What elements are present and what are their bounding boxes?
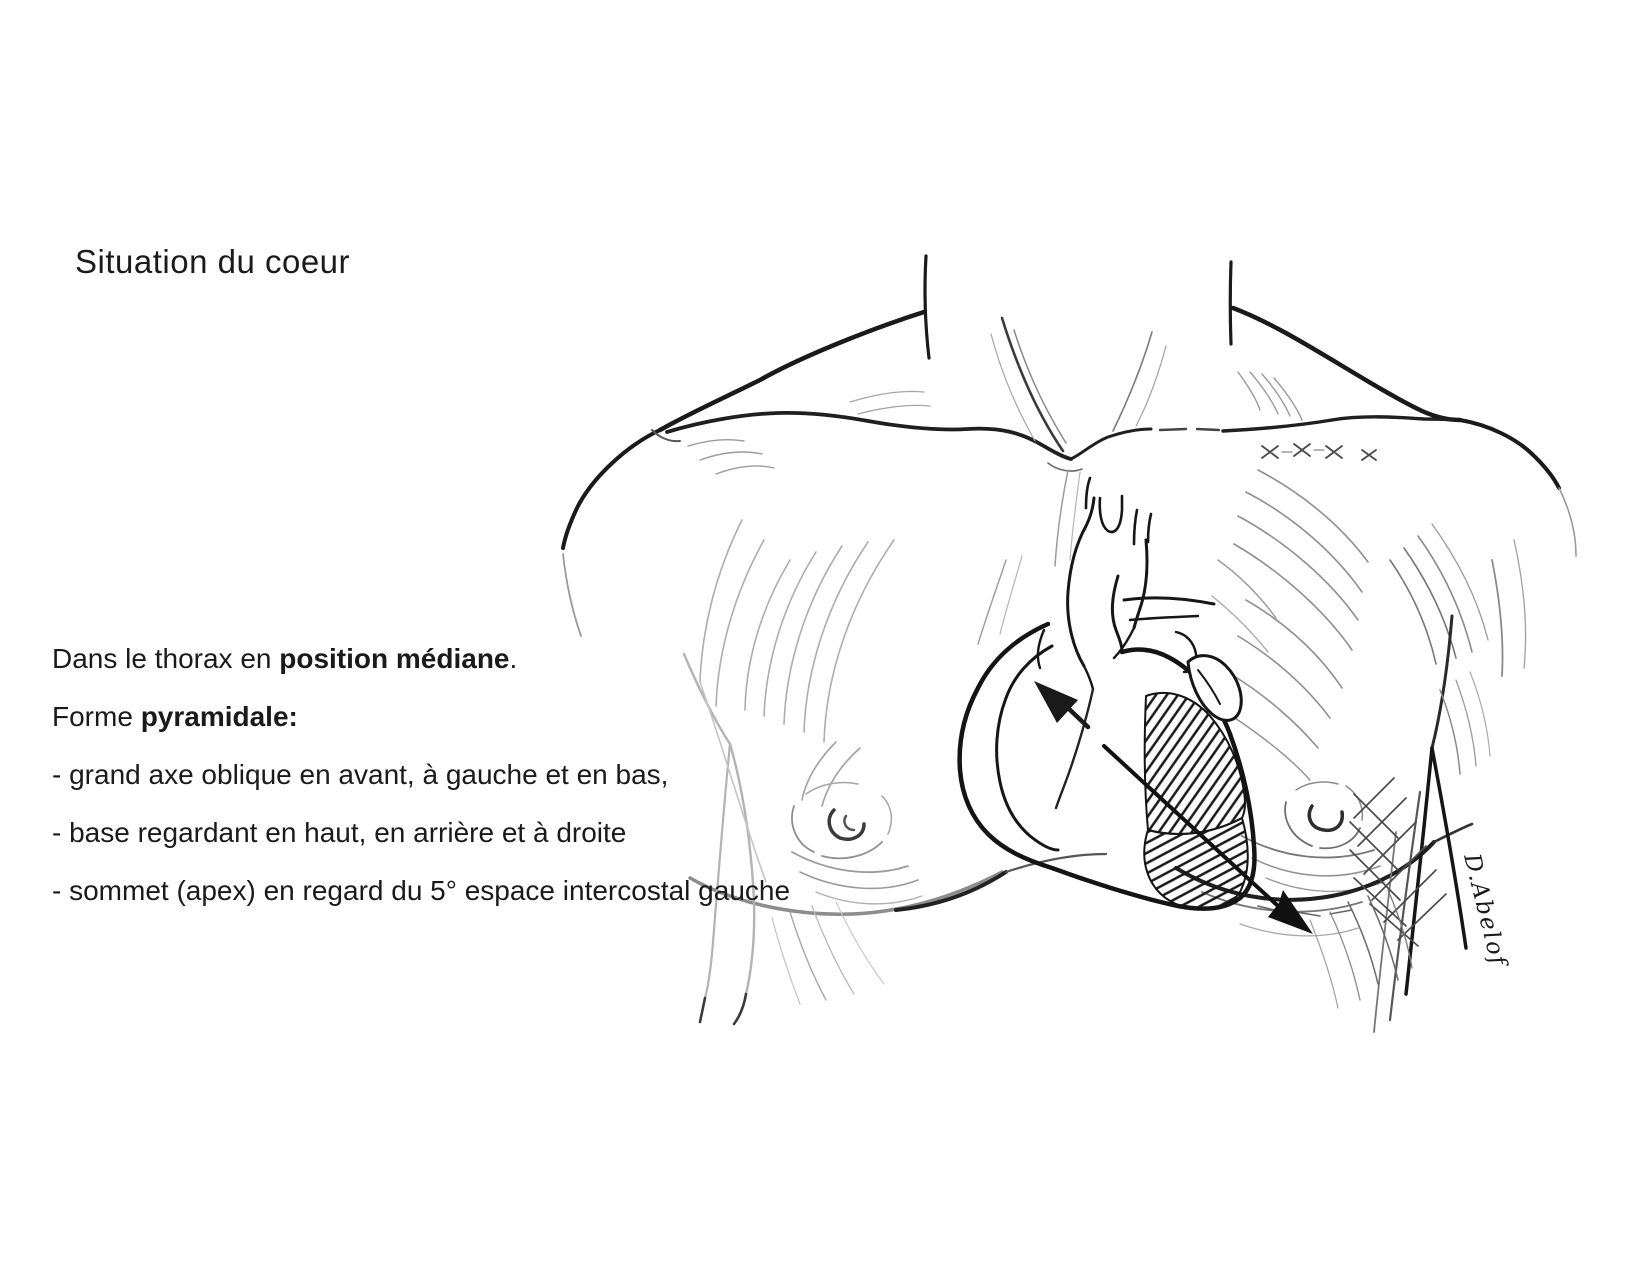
text-line-forme	[52, 703, 912, 731]
nipple-right	[1285, 782, 1362, 848]
great-vessels	[1038, 478, 1214, 689]
bullet-sommet: - sommet (apex) en regard du 5° espace intercostal gauche	[52, 875, 791, 906]
artist-signature: D.Abelof	[1458, 851, 1512, 970]
bullet-base: - base regardant en haut, en arrière et à droite	[52, 817, 627, 848]
text-segment: Dans le thorax en	[52, 643, 280, 674]
page-title: Situation du coeur	[75, 243, 351, 280]
neck-lines	[925, 256, 1231, 358]
text-line-position	[52, 645, 912, 673]
text-segment-bold: pyramidale:	[140, 701, 298, 732]
text-segment-bold: position médiane	[279, 643, 510, 674]
base-arrow	[1034, 681, 1088, 727]
bullet-grand-axe: - grand axe oblique en avant, à gauche et en bas,	[52, 759, 669, 790]
text-segment: Forme	[52, 701, 141, 732]
text-segment: .	[509, 643, 518, 674]
heart-inner-border	[997, 646, 1058, 850]
description-text	[52, 645, 912, 935]
heart	[960, 478, 1313, 934]
